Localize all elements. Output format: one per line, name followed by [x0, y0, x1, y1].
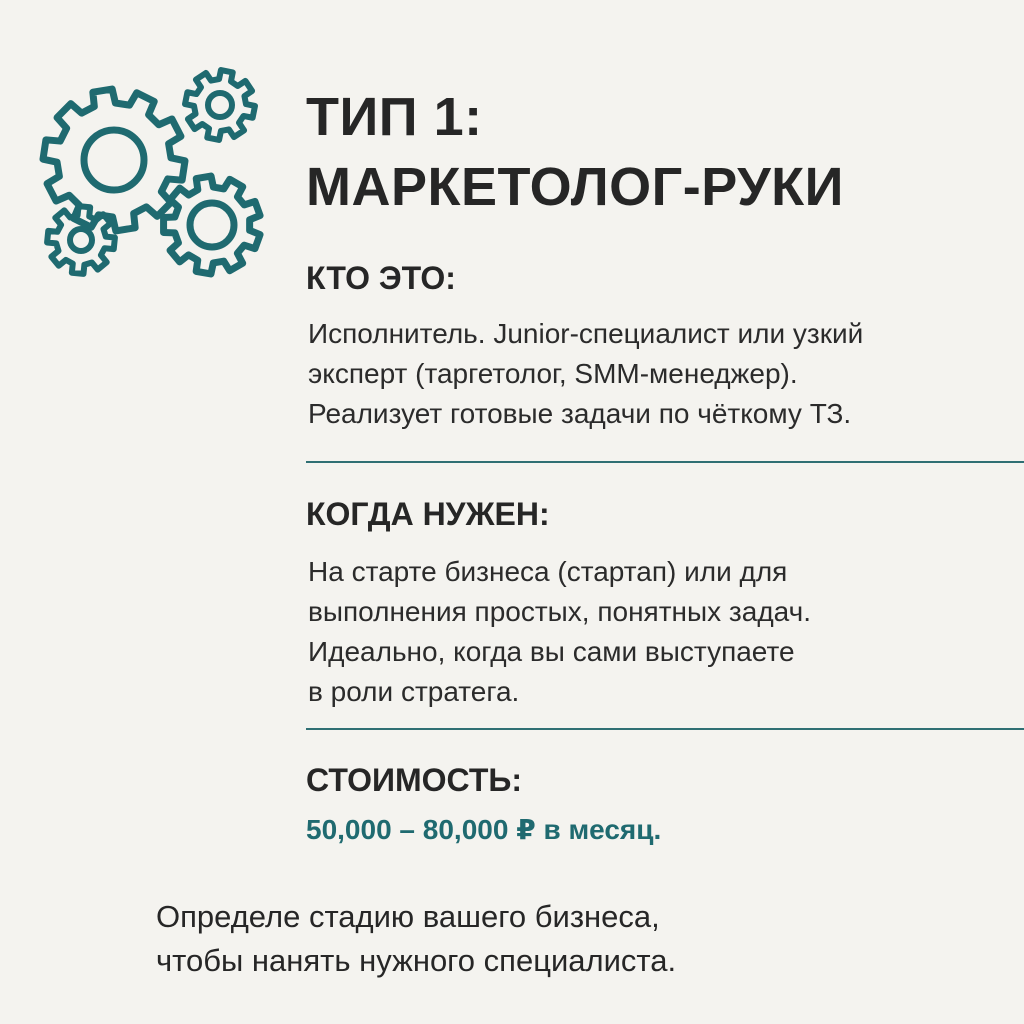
- gear-hole: [70, 229, 92, 251]
- who-line: эксперт (таргетолог, SMM-менеджер).: [308, 358, 798, 389]
- title-line-2: МАРКЕТОЛОГ-РУКИ: [306, 157, 844, 217]
- section-divider: [306, 728, 1024, 730]
- gear-hole: [190, 203, 234, 247]
- gear-hole: [84, 130, 144, 190]
- small-gear-top-icon: [185, 70, 255, 140]
- price-value: 50,000 – 80,000 ₽ в месяц.: [306, 814, 662, 845]
- who-line: Реализует готовые задачи по чёткому ТЗ.: [308, 398, 852, 429]
- gears-icon: [38, 64, 268, 282]
- footer-line: Определе стадию вашего бизнеса,: [156, 899, 660, 934]
- gear-outline: [47, 206, 115, 274]
- gear-outline: [164, 176, 261, 274]
- when-line: Идеально, когда вы сами выступаете: [308, 636, 795, 667]
- who-line: Исполнитель. Junior-специалист или узкий: [308, 318, 864, 349]
- page-title: [306, 82, 844, 222]
- who-description: [308, 314, 863, 434]
- small-gear-bottom-icon: [47, 206, 115, 274]
- when-heading: КОГДА НУЖЕН:: [306, 496, 550, 532]
- when-line: выполнения простых, понятных задач.: [308, 596, 811, 627]
- title-line-1: ТИП 1:: [306, 87, 483, 147]
- footer-note: [156, 895, 676, 983]
- when-line: На старте бизнеса (стартап) или для: [308, 556, 788, 587]
- medium-gear-right-icon: [164, 176, 261, 274]
- who-heading: КТО ЭТО:: [306, 260, 456, 296]
- gear-hole: [208, 93, 232, 117]
- when-line: в роли стратега.: [308, 676, 520, 707]
- section-divider: [306, 461, 1024, 463]
- cost-heading: СТОИМОСТЬ:: [306, 762, 523, 798]
- when-description: [308, 552, 811, 712]
- footer-line: чтобы нанять нужного специалиста.: [156, 943, 677, 978]
- gear-outline: [185, 70, 255, 140]
